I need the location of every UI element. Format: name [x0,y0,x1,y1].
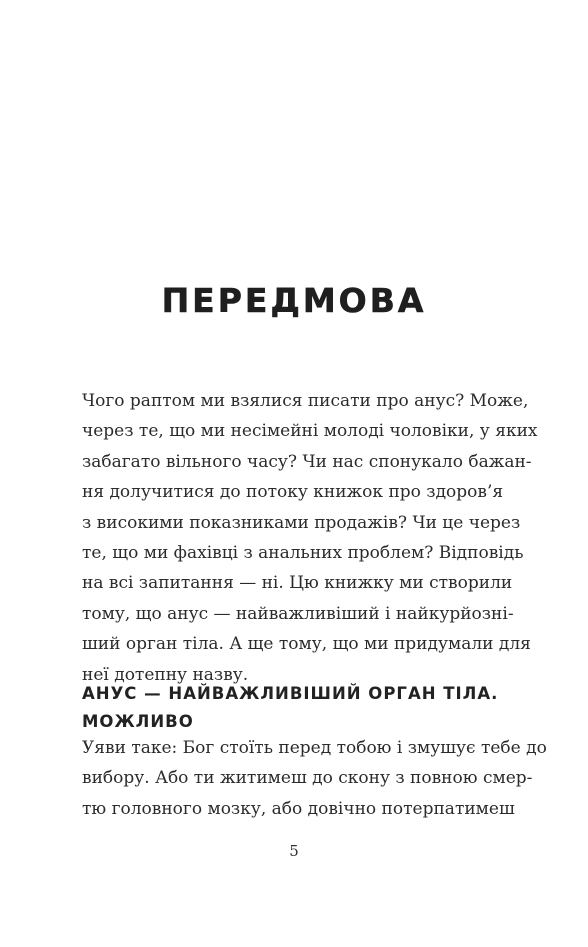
section-paragraph [82,733,547,824]
paragraph-line: ший орган тіла. А ще тому, що ми придумали для [82,634,531,655]
paragraph-line: через те, що ми несімейні молоді чоловіки, у яких [82,421,538,442]
section-heading-line: АНУС — НАЙВАЖЛИВІШИЙ ОРГАН ТІЛА. [82,684,499,703]
paragraph-line: Уяви таке: Бог стоїть перед тобою і змушує тебе до [82,738,547,758]
paragraph-line: ня долучитися до потоку книжок про здоров’я [82,482,504,503]
paragraph-line: на всі запитання — ні. Цю книжку ми створили [82,573,513,594]
paragraph-line: Чого раптом ми взялися писати про анус? Може, [82,391,529,411]
paragraph-line: неї дотепну назву. [82,664,249,685]
paragraph-line: з високими показниками продажів? Чи це через [82,512,521,533]
paragraph-line: забагато вільного часу? Чи нас спонукало бажан- [82,451,532,472]
intro-paragraph [82,386,538,690]
chapter-title: ПЕРЕДМОВА [161,281,427,320]
paragraph-line: вибору. Або ти житимеш до скону з повною смер- [82,768,533,789]
paragraph-line: тому, що анус — найважливіший і найкурйозні- [82,603,514,624]
paragraph-line: тю головного мозку, або довічно потерпатимеш [82,798,515,819]
page-number: 5 [289,842,299,860]
section-heading [82,680,499,736]
section-heading-line: МОЖЛИВО [82,712,194,731]
paragraph-line: те, що ми фахівці з анальних проблем? Відповідь [82,543,524,564]
